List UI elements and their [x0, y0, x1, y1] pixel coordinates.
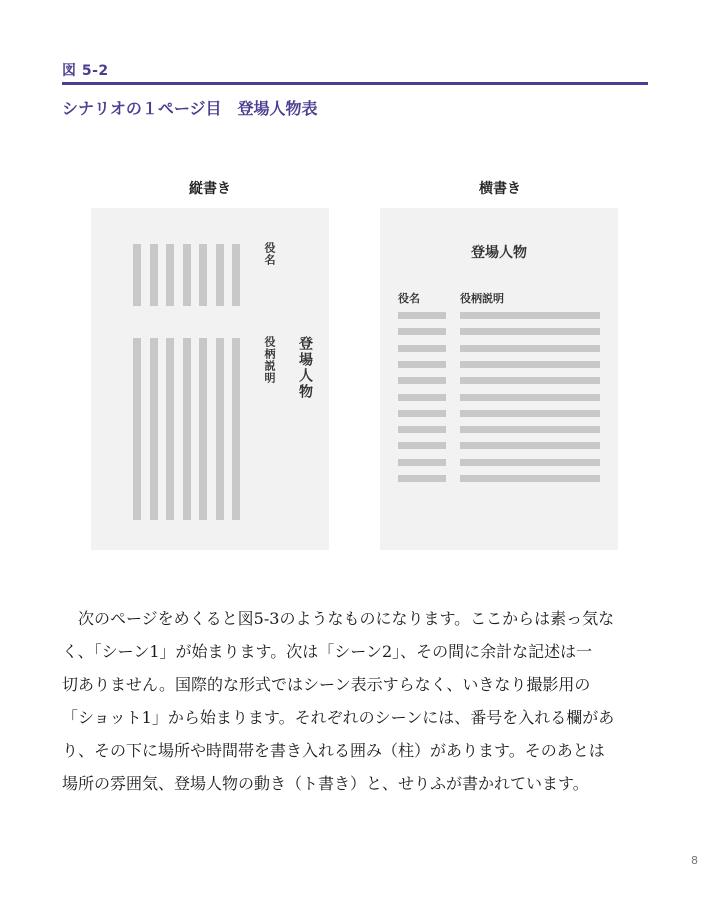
horizontal-panel — [380, 208, 618, 550]
horizontal-label-role: 役名 — [398, 292, 420, 305]
placeholder-bar — [398, 377, 446, 384]
placeholder-bar — [199, 338, 207, 520]
placeholder-bar — [150, 244, 158, 306]
figure-label: 図 5-2 — [62, 63, 109, 79]
body-line: り、その下に場所や時間帯を書き入れる囲み（柱）があります。そのあとは — [62, 741, 605, 760]
placeholder-bar — [460, 377, 600, 384]
figure-title: シナリオの１ページ目 登場人物表 — [62, 99, 318, 118]
placeholder-bar — [460, 328, 600, 335]
placeholder-bar — [183, 244, 191, 306]
vertical-label-desc: 役柄説明 — [263, 336, 276, 384]
vertical-label-title: 登場人物 — [297, 336, 313, 400]
placeholder-bar — [460, 345, 600, 352]
placeholder-bar — [232, 338, 240, 520]
placeholder-bar — [398, 394, 446, 401]
placeholder-bar — [166, 338, 174, 520]
placeholder-bar — [199, 244, 207, 306]
horizontal-heading: 横書き — [479, 181, 521, 197]
placeholder-bar — [398, 410, 446, 417]
placeholder-bar — [460, 426, 600, 433]
placeholder-bar — [232, 244, 240, 306]
placeholder-bar — [398, 361, 446, 368]
placeholder-bar — [133, 244, 141, 306]
body-line: 「ショット1」から始まります。それぞれのシーンには、番号を入れる欄があ — [62, 708, 615, 727]
body-line: く、「シーン1」が始まります。次は「シーン2」、その間に余計な記述は一 — [62, 642, 593, 661]
placeholder-bar — [460, 459, 600, 466]
placeholder-bar — [398, 328, 446, 335]
placeholder-bar — [398, 459, 446, 466]
horizontal-title: 登場人物 — [471, 245, 527, 261]
placeholder-bar — [460, 361, 600, 368]
placeholder-bar — [398, 442, 446, 449]
body-line: 場所の雰囲気、登場人物の動き（ト書き）と、せりふが書かれています。 — [62, 774, 589, 793]
placeholder-bar — [460, 442, 600, 449]
placeholder-bar — [460, 394, 600, 401]
horizontal-label-desc: 役柄説明 — [460, 292, 504, 305]
vertical-label-role: 役名 — [263, 242, 276, 266]
placeholder-bar — [166, 244, 174, 306]
body-text — [62, 602, 654, 800]
body-line: 切ありません。国際的な形式ではシーン表示すらなく、いきなり撮影用の — [62, 675, 591, 694]
placeholder-bar — [398, 475, 446, 482]
placeholder-bar — [460, 312, 600, 319]
placeholder-bar — [216, 244, 224, 306]
placeholder-bar — [150, 338, 158, 520]
placeholder-bar — [183, 338, 191, 520]
header-rule — [62, 82, 648, 85]
page-number: 8 — [691, 854, 698, 867]
placeholder-bar — [398, 312, 446, 319]
placeholder-bar — [398, 345, 446, 352]
placeholder-bar — [398, 426, 446, 433]
placeholder-bar — [460, 410, 600, 417]
vertical-panel — [91, 208, 329, 550]
body-line: 次のページをめくると図5-3のようなものになります。ここからは素っ気な — [62, 609, 615, 628]
placeholder-bar — [216, 338, 224, 520]
vertical-heading: 縦書き — [189, 181, 231, 197]
placeholder-bar — [133, 338, 141, 520]
placeholder-bar — [460, 475, 600, 482]
